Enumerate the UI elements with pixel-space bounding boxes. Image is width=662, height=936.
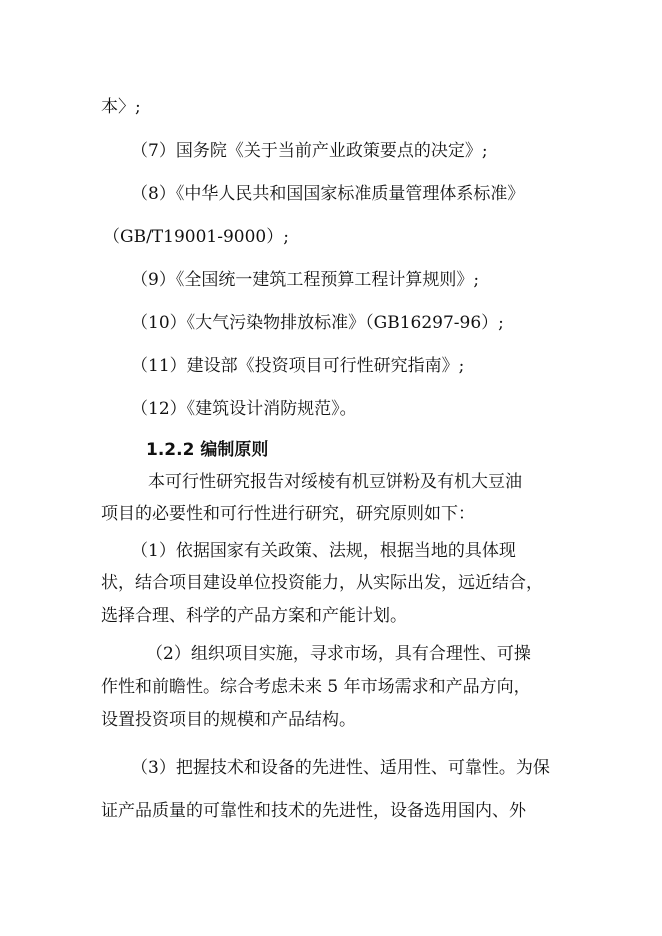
reference-item-7: （7）国务院《关于当前产业政策要点的决定》; [131,141,488,161]
reference-item-12: （12）《建筑设计消防规范》。 [131,399,357,419]
reference-item-8: （8）《中华人民共和国国家标准质量管理体系标准》 [131,184,525,204]
paragraph-line-5: 选择合理、科学的产品方案和产能计划。 [101,606,407,626]
paragraph-line-9: （3）把握技术和设备的先进性、适用性、可靠性。为保 [131,758,550,778]
reference-item-9: （9）《全国统一建筑工程预算工程计算规则》; [131,270,480,290]
section-heading: 1.2.2 编制原则 [146,440,269,460]
paragraph-line-7: 作性和前瞻性。综合考虑未来 5 年市场需求和产品方向， [101,677,531,697]
paragraph-line-8: 设置投资项目的规模和产品结构。 [101,710,356,730]
paragraph-line-1: 本可行性研究报告对绥棱有机豆饼粉及有机大豆油 [148,472,522,492]
paragraph-line-6: （2）组织项目实施，寻求市场，具有合理性、可操 [146,644,531,664]
reference-item-10: （10）《大气污染物排放标准》（GB16297-96）; [131,313,504,333]
reference-item-11: （11）建设部《投资项目可行性研究指南》; [131,356,465,376]
paragraph-line-10: 证产品质量的可靠性和技术的先进性，设备选用国内、外 [101,801,526,821]
reference-line-fragment: 本〉; [101,97,141,117]
reference-item-8-code: （GB/T19001-9000）; [103,227,289,247]
paragraph-line-2: 项目的必要性和可行性进行研究，研究原则如下： [101,504,475,524]
paragraph-line-3: （1）依据国家有关政策、法规，根据当地的具体现 [131,541,516,561]
paragraph-line-4: 状，结合项目建设单位投资能力，从实际出发，远近结合， [101,573,543,593]
